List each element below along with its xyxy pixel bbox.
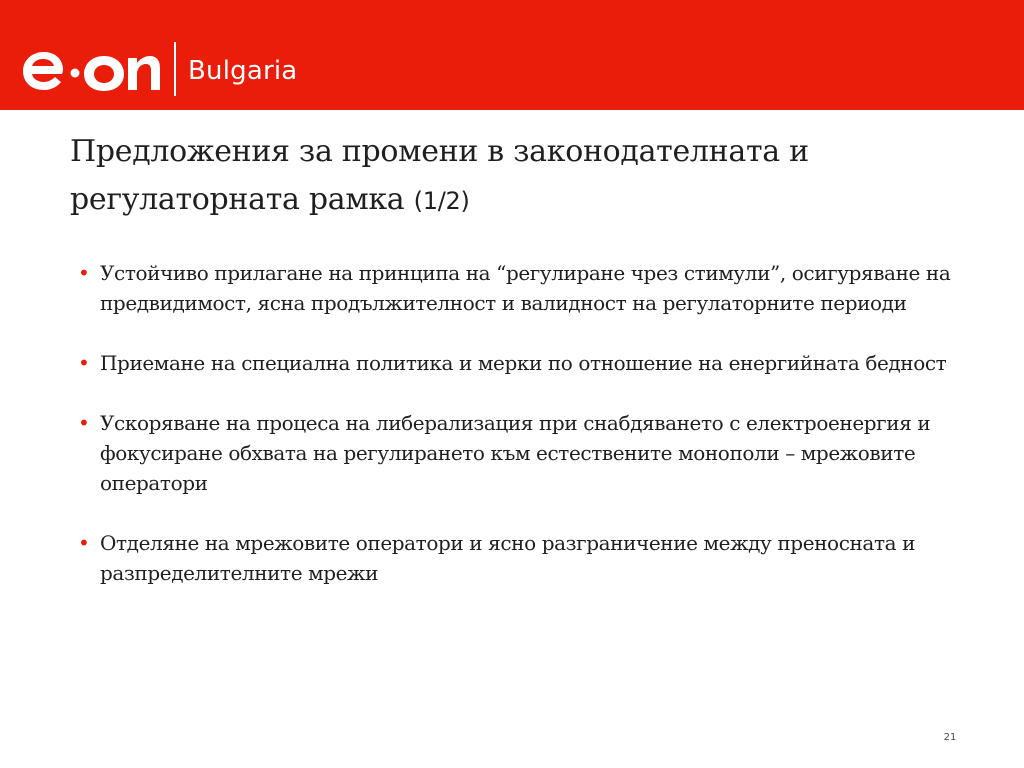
page-number: 21 bbox=[943, 732, 957, 743]
bullet-marker: • bbox=[78, 531, 90, 555]
bullet-marker: • bbox=[78, 351, 90, 375]
eon-logo-icon bbox=[20, 44, 160, 94]
logo-divider bbox=[174, 42, 176, 96]
header-banner bbox=[0, 0, 1024, 110]
slide-title-main: Предложения за промени в законодателната и регулаторната рамка bbox=[70, 134, 809, 217]
logo-country-text: Bulgaria bbox=[188, 56, 298, 86]
bullet-text: Приемане на специална политика и мерки по отношение на енергийната бедност bbox=[100, 351, 947, 375]
bullet-marker: • bbox=[78, 261, 90, 285]
bullet-marker: • bbox=[78, 411, 90, 435]
bullet-text: Ускоряване на процеса на либерализация при снабдяването с електроенергия и фокусиране обхвата на регулирането към естествените монополи – мрежовите оператори bbox=[100, 411, 931, 495]
bullet-item bbox=[78, 528, 958, 588]
bullet-item bbox=[78, 258, 958, 318]
slide-title-part: (1/2) bbox=[413, 187, 470, 215]
bullet-list bbox=[78, 258, 958, 618]
bullet-text: Устойчиво прилагане на принципа на “регулиране чрез стимули”, осигуряване на предвидимост, ясна продължителност и валидност на регулаторните периоди bbox=[100, 261, 951, 315]
bullet-text: Отделяне на мрежовите оператори и ясно разграничение между преносната и разпределителните мрежи bbox=[100, 531, 916, 585]
eon-bulgaria-logo bbox=[20, 42, 297, 96]
bullet-item bbox=[78, 408, 958, 498]
bullet-item bbox=[78, 348, 958, 378]
slide-title bbox=[70, 128, 970, 225]
